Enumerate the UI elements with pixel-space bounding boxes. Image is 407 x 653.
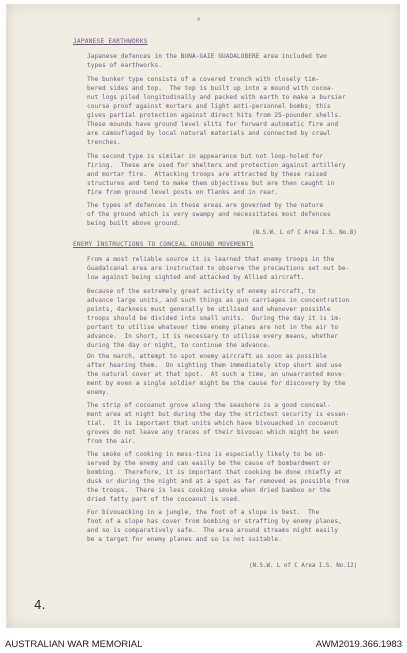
paragraph: From a most reliable source it is learned that enemy troops in the Guadalcanal area are instructed to observe the precautions set out be- low against being sighted and attacked by Allied aircraft. [87, 256, 350, 281]
page-number: 4 [197, 17, 201, 23]
paragraph: The strip of cocoanut grove along the seashore is a good conceal- ment area at night but during the day the strictest security is essen- tial. It is important that units which have bivouacked in cocoanut groves do not leave any traces of their bivouac which might be seen from the air. [87, 402, 350, 445]
source-reference: (N.S.W. L of C Area I.S. No.8) [252, 230, 357, 236]
paragraph: The types of defences in these areas are governed by the nature of the ground which is very swampy and necessitates most defences being built above ground. [87, 202, 331, 227]
paragraph: Japanese defences in the BUNA-GAIE GUADALOBERE area included two types of earthworks. [87, 53, 327, 69]
source-reference: (N.S.W. L of C Area I.S. No.12) [249, 563, 358, 569]
paragraph: The bunker type consists of a covered trench with closely tim- bered sides and top. The top is built up into a mound with cocoa- nut logs piled longitudinally and packed with earth to make a bursier course proof against mortars and light anti-personnel bombs; this gives partial protection against direct hits from 25-pounder shells. These mounds have ground level slits for forward automatic fire and are camouflaged by local natural materials and connected by crawl trenches. [87, 76, 346, 146]
footer-institution: AUSTRALIAN WAR MEMORIAL [5, 639, 143, 650]
paragraph: On the march, attempt to spot enemy aircraft as soon as possible after hearing them. On sighting them immediately stop short and use the natural cover at that spot. At such a time, an unwarranted move- ment by even a single soldier might be the cause for discovery by the enemy. [87, 353, 346, 396]
paragraph: For bivouacking in a jungle, the foot of a slope is best. The foot of a slope has cover from bombing or straffing by enemy planes, and so is comparatively safe. The area around streams might easily be a target for enemy planes and so is not suitable. [87, 509, 342, 543]
footer-accession-number: AWM2019.366.1983 [315, 639, 402, 650]
section-heading-earthworks: JAPANESE EARTHWORKS [73, 38, 148, 45]
paragraph: Because of the extremely great activity of enemy aircraft, to advance large units, and such things as gun carriages in concentration points, darkness must generally be utilised and whenever possible troops should be divided into small units. During the day it is im- portant to utilise whatever time enemy planes are not in the air to advance. In short, it is necessary to utilise every means, whether during the day or night, to continue the advance. [87, 288, 350, 349]
section-heading-conceal-movements: ENEMY INSTRUCTIONS TO CONCEAL GROUND MOVEMENTS [73, 241, 254, 248]
archive-footer [0, 638, 407, 653]
paragraph: The smoke of cooking in mess-tins is especially likely to be ob- served by the enemy and can easily be the cause of bombardment or bombing. Therefore, it is important that cooking be done chiefly at dusk or during the night and at a spot as far removed as possible from the troops. There is less cooking smoke when dried bamboo or the dried fatty part of the cocoanut is used. [87, 451, 350, 503]
handwritten-page-mark: 4. [34, 598, 46, 612]
paragraph: The second type is similar in appearance but not loop-holed for firing. These are used for shelters and protection against artillery and mortar fire. Attacking troops are attracted by these raised structures and tend to make them objectives but are then caught in fire from ground level posts on flanks and in rear. [87, 153, 346, 196]
